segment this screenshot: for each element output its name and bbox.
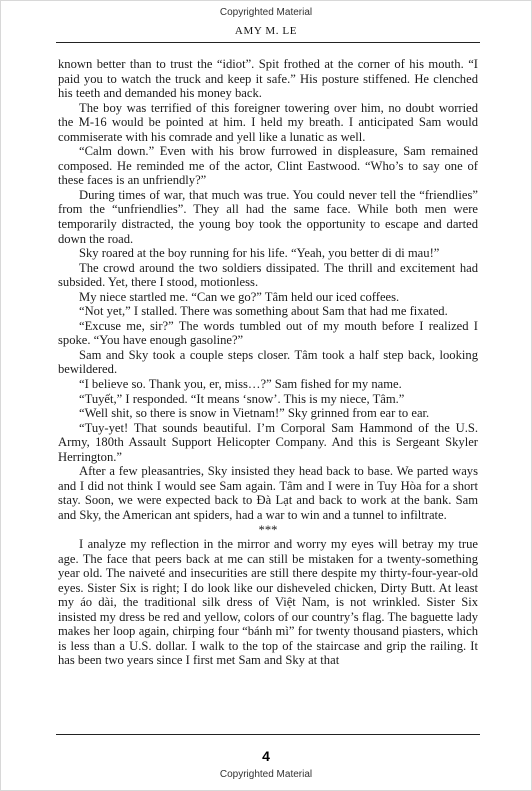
running-header-author: AMY M. LE: [234, 25, 298, 37]
scene-break: ***: [258, 522, 278, 537]
paragraph: “I believe so. Thank you, er, miss…?” Sam fished for my name.: [79, 377, 402, 392]
copyright-notice-top: Copyrighted Material: [219, 7, 313, 18]
page-number: 4: [262, 748, 270, 764]
body-text: [58, 57, 478, 668]
paragraph: During times of war, that much was true. You could never tell the “friendlies” from the “unfriendlies”. They all had the same face. While both men were temporarily distracted, the young boy took the opportunity to escape and darted down the road.: [58, 187, 478, 246]
paragraph: known better than to trust the “idiot”. Spit frothed at the corner of his mouth. “I paid you to watch the truck and keep it safe.” His posture stiffened. He clenched his teeth and demanded his money back.: [58, 57, 478, 101]
paragraph: I analyze my reflection in the mirror and worry my eyes will betray my true age. The face that peers back at me can still be mistaken for a twenty-something year old. The naiveté and insecurities are still there despite my thirty-four-year-old eyes. Sister Six is right; I do look like our disheveled chicken, Dirty Butt. At least my áo dài, the traditional silk dress of Việt Nam, is not wrinkled. Sister Six insisted my dress be red and yellow, colors of our country’s flag. The baguette lady makes her loop again, chirping four “bánh mì” for twenty thousand piasters, which is less than a U.S. dollar. I walk to the top of the staircase and grip the railing. It has been two years since I first met Sam and Sky at that: [58, 537, 478, 668]
paragraph: “Excuse me, sir?” The words tumbled out of my mouth before I realized I spoke. “You have enough gasoline?”: [58, 318, 478, 348]
paragraph: “Tuy-yet! That sounds beautiful. I’m Corporal Sam Hammond of the U.S. Army, 180th Assault Support Helicopter Company. And this is Sergeant Skyler Herrington.”: [58, 420, 478, 464]
paragraph: The crowd around the two soldiers dissipated. The thrill and excitement had subsided. Yet, there I stood, motionless.: [58, 260, 478, 290]
header-rule: [56, 42, 480, 43]
footer-rule: [56, 734, 480, 735]
copyright-notice-bottom: Copyrighted Material: [219, 769, 313, 780]
paragraph: “Calm down.” Even with his brow furrowed in displeasure, Sam remained composed. He reminded me of the actor, Clint Eastwood. “Who’s to say one of these faces is an unfriendly?”: [58, 144, 478, 188]
paragraph: “Not yet,” I stalled. There was something about Sam that had me fixated.: [79, 304, 448, 319]
paragraph: Sam and Sky took a couple steps closer. Tâm took a half step back, looking bewildered.: [58, 347, 478, 377]
paragraph: The boy was terrified of this foreigner towering over him, no doubt worried the M-16 would be pointed at him. I held my breath. I anticipated Sam would commiserate with his comrade and yell like a lunatic as well.: [58, 100, 478, 144]
paragraph: After a few pleasantries, Sky insisted they head back to base. We parted ways and I did not think I would see Sam again. Tâm and I were in Tuy Hòa for a short stay. Soon, we were expected back to Đà Lạt and back to work at the bank. Sam and Sky, the American ant spiders, had a war to win and a tunnel to infiltrate.: [58, 464, 478, 522]
paragraph: “Tuyết,” I responded. “It means ‘snow’. This is my niece, Tâm.”: [79, 391, 405, 406]
paragraph: Sky roared at the boy running for his life. “Yeah, you better di di mau!”: [79, 246, 440, 261]
paragraph: My niece startled me. “Can we go?” Tâm held our iced coffees.: [79, 289, 400, 304]
paragraph: “Well shit, so there is snow in Vietnam!” Sky grinned from ear to ear.: [79, 406, 430, 421]
